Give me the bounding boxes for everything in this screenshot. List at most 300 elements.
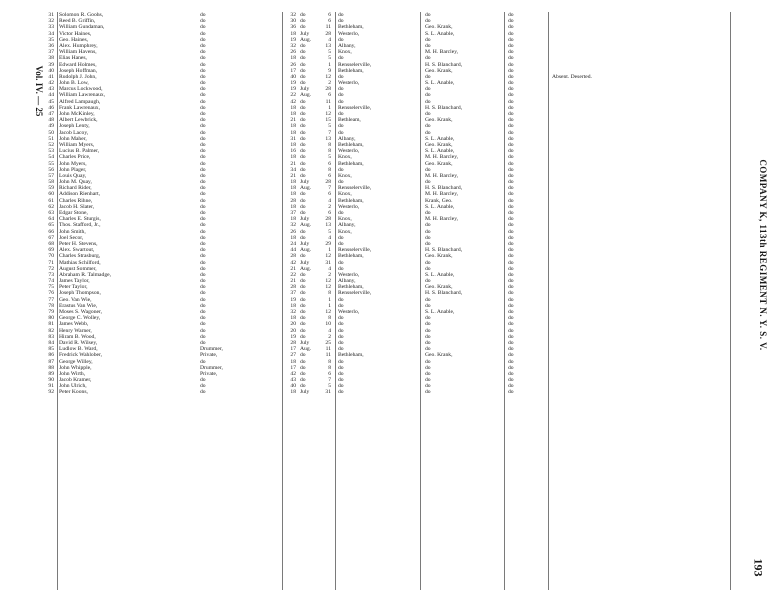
cell-place: Knox, — [338, 228, 352, 235]
cell-term: do — [508, 185, 514, 192]
cell-term: do — [508, 49, 514, 56]
cell-rank: do — [200, 49, 206, 56]
cell-num: 68 — [48, 240, 54, 247]
cell-age: 20 — [290, 327, 296, 334]
cell-term: do — [508, 271, 514, 278]
cell-name: Joseph Thompson, — [59, 290, 101, 297]
cell-name: Joseph Hoffman, — [59, 67, 98, 74]
cell-month: do — [300, 302, 306, 309]
cell-day: 12 — [325, 309, 331, 315]
cell-day: 7 — [328, 185, 331, 192]
cell-rank: do — [200, 30, 206, 37]
cell-day: 11 — [325, 346, 331, 353]
cell-age: 28 — [290, 197, 296, 204]
cell-place: do — [338, 339, 344, 346]
cell-num: 75 — [48, 284, 54, 291]
cell-term: do — [508, 179, 514, 186]
cell-age: 18 — [290, 179, 296, 186]
cell-name: Henry Warner, — [59, 327, 92, 334]
cell-age: 24 — [290, 240, 296, 247]
cell-day: 12 — [325, 73, 331, 80]
cell-name: Charles Strasburg, — [59, 253, 101, 260]
cell-day: 10 — [325, 321, 331, 328]
cell-term: do — [508, 123, 514, 130]
cell-num: 72 — [48, 265, 54, 272]
cell-day: 5 — [328, 55, 331, 62]
cell-term: do — [508, 129, 514, 136]
cell-officer: H. S. Blanchard, — [425, 290, 463, 297]
cell-rank: do — [200, 216, 206, 223]
cell-num: 87 — [48, 358, 54, 365]
cell-place: do — [338, 12, 344, 18]
cell-month: do — [300, 160, 306, 167]
cell-month: do — [300, 172, 306, 179]
cell-day: 28 — [325, 179, 331, 186]
cell-place: Albany, — [338, 222, 356, 229]
cell-term: do — [508, 290, 514, 297]
cell-num: 51 — [48, 135, 54, 142]
cell-rank: do — [200, 203, 206, 210]
cell-rank: do — [200, 86, 206, 93]
cell-name: Jacob Kramer, — [59, 377, 92, 384]
cell-month: July — [300, 216, 310, 223]
cell-place: do — [338, 327, 344, 334]
cell-month: do — [300, 370, 306, 377]
cell-month: do — [300, 49, 306, 56]
cell-month: do — [300, 210, 306, 216]
cell-month: do — [300, 18, 306, 25]
cell-day: 8 — [328, 358, 331, 365]
cell-num: 33 — [48, 24, 54, 31]
cell-place: do — [338, 98, 344, 105]
cell-term: do — [508, 346, 514, 353]
cell-num: 42 — [48, 80, 54, 87]
cell-rank: Drummer, — [200, 364, 223, 371]
cell-num: 74 — [48, 278, 54, 285]
cell-term: do — [508, 321, 514, 328]
cell-place: do — [338, 259, 344, 266]
cell-place: Westerlo, — [338, 309, 360, 315]
cell-age: 31 — [290, 135, 296, 142]
cell-num: 46 — [48, 104, 54, 111]
cell-name: James Webb, — [59, 321, 89, 328]
cell-term: do — [508, 30, 514, 37]
cell-age: 18 — [290, 315, 296, 322]
cell-age: 44 — [290, 247, 296, 254]
cell-day: 15 — [325, 117, 331, 124]
cell-age: 28 — [290, 284, 296, 291]
cell-place: do — [338, 36, 344, 43]
cell-term: do — [508, 364, 514, 371]
cell-officer: do — [425, 383, 431, 390]
cell-age: 18 — [290, 55, 296, 62]
cell-age: 18 — [290, 234, 296, 241]
cell-month: July — [300, 240, 310, 247]
cell-term: do — [508, 154, 514, 161]
cell-num: 55 — [48, 160, 54, 167]
cell-place: Bethleham, — [338, 253, 364, 260]
page-title: COMPANY K, 113th REGIMENT N. Y. S. V. — [758, 159, 768, 351]
cell-num: 86 — [48, 352, 54, 359]
cell-name: August Sommer, — [59, 265, 97, 272]
cell-num: 83 — [48, 333, 54, 340]
cell-age: 27 — [290, 352, 296, 359]
cell-name: William Lawrenaux, — [59, 92, 106, 99]
cell-rank: do — [200, 18, 206, 25]
cell-officer: Geo. Krank, — [425, 284, 453, 291]
cell-officer: do — [425, 210, 431, 216]
cell-age: 19 — [290, 296, 296, 303]
cell-rank: do — [200, 265, 206, 272]
cell-day: 28 — [325, 30, 331, 37]
cell-day: 5 — [328, 154, 331, 161]
cell-officer: do — [425, 179, 431, 186]
cell-name: Alex. Swartout, — [59, 247, 95, 254]
cell-age: 42 — [290, 370, 296, 377]
cell-officer: do — [425, 222, 431, 229]
cell-name: John Plager, — [59, 166, 87, 173]
cell-month: do — [300, 166, 306, 173]
cell-month: do — [300, 327, 306, 334]
cell-term: do — [508, 389, 514, 396]
cell-officer: do — [425, 234, 431, 241]
cell-term: do — [508, 284, 514, 291]
cell-place: do — [338, 333, 344, 340]
cell-num: 39 — [48, 61, 54, 68]
cell-month: Aug. — [300, 346, 312, 353]
cell-day: 11 — [325, 24, 331, 31]
cell-name: Charles E. Sturgis, — [59, 216, 101, 223]
cell-num: 80 — [48, 315, 54, 322]
cell-term: do — [508, 203, 514, 210]
cell-place: Bethleam, — [338, 117, 361, 124]
cell-name: Alex. Humphrey, — [59, 42, 98, 49]
cell-month: do — [300, 148, 306, 155]
cell-num: 73 — [48, 271, 54, 278]
cell-place: Bethleham, — [338, 284, 364, 291]
cell-month: do — [300, 111, 306, 117]
cell-rank: do — [200, 284, 206, 291]
cell-name: George Willey, — [59, 358, 93, 365]
cell-rank: do — [200, 383, 206, 390]
cell-rank: Drummer, — [200, 346, 223, 353]
cell-day: 5 — [328, 123, 331, 130]
cell-rank: do — [200, 36, 206, 43]
cell-num: 45 — [48, 98, 54, 105]
cell-officer: do — [425, 265, 431, 272]
cell-rank: do — [200, 191, 206, 198]
cell-age: 18 — [290, 104, 296, 111]
cell-officer: S. L. Anable, — [425, 30, 455, 37]
cell-officer: do — [425, 370, 431, 377]
cell-term: do — [508, 253, 514, 260]
cell-month: do — [300, 104, 306, 111]
cell-month: Aug. — [300, 222, 312, 229]
cell-rank: do — [200, 12, 206, 18]
cell-term: do — [508, 222, 514, 229]
cell-day: 1 — [328, 302, 331, 309]
cell-officer: do — [425, 389, 431, 396]
cell-age: 18 — [290, 111, 296, 117]
cell-num: 37 — [48, 49, 54, 56]
cell-term: do — [508, 172, 514, 179]
cell-rank: do — [200, 117, 206, 124]
cell-rank: do — [200, 259, 206, 266]
cell-day: 11 — [325, 98, 331, 105]
cell-day: 5 — [328, 49, 331, 56]
cell-name: Edgar Stone, — [59, 210, 88, 216]
cell-term: do — [508, 210, 514, 216]
cell-name: Peter Koons, — [59, 389, 88, 396]
cell-age: 32 — [290, 222, 296, 229]
cell-term: do — [508, 98, 514, 105]
cell-officer: do — [425, 12, 431, 18]
cell-place: Westerlo, — [338, 271, 360, 278]
cell-rank: do — [200, 253, 206, 260]
cell-month: do — [300, 315, 306, 322]
cell-month: do — [300, 333, 306, 340]
cell-term: do — [508, 135, 514, 142]
cell-officer: do — [425, 339, 431, 346]
cell-name: John B. Low, — [59, 80, 89, 87]
cell-month: do — [300, 271, 306, 278]
cell-num: 65 — [48, 222, 54, 229]
cell-rank: do — [200, 55, 206, 62]
cell-day: 12 — [325, 284, 331, 291]
cell-place: Albany, — [338, 278, 356, 285]
cell-num: 47 — [48, 111, 54, 117]
cell-month: do — [300, 203, 306, 210]
cell-num: 60 — [48, 191, 54, 198]
cell-officer: do — [425, 327, 431, 334]
cell-num: 52 — [48, 141, 54, 148]
cell-month: do — [300, 296, 306, 303]
cell-num: 76 — [48, 290, 54, 297]
cell-num: 50 — [48, 129, 54, 136]
cell-rank: do — [200, 111, 206, 117]
cell-age: 40 — [290, 383, 296, 390]
cell-num: 90 — [48, 377, 54, 384]
cell-day: 4 — [328, 234, 331, 241]
cell-month: do — [300, 61, 306, 68]
cell-term: do — [508, 141, 514, 148]
cell-age: 21 — [290, 172, 296, 179]
cell-term: do — [508, 333, 514, 340]
cell-name: Joel Secor, — [59, 234, 84, 241]
cell-officer: Geo. Krank, — [425, 352, 453, 359]
cell-age: 34 — [290, 166, 296, 173]
cell-rank: do — [200, 240, 206, 247]
cell-month: July — [300, 30, 310, 37]
cell-day: 2 — [328, 203, 331, 210]
cell-place: Rensselerville, — [338, 104, 372, 111]
cell-day: 2 — [328, 80, 331, 87]
cell-officer: Geo. Krank, — [425, 67, 453, 74]
cell-num: 49 — [48, 123, 54, 130]
cell-officer: H. S. Blanchard, — [425, 61, 463, 68]
cell-officer: do — [425, 259, 431, 266]
cell-num: 61 — [48, 197, 54, 204]
cell-term: do — [508, 327, 514, 334]
cell-month: Aug. — [300, 36, 312, 43]
cell-month: do — [300, 154, 306, 161]
page-number: 193 — [751, 558, 766, 577]
cell-term: do — [508, 42, 514, 49]
cell-month: do — [300, 129, 306, 136]
cell-officer: do — [425, 302, 431, 309]
cell-age: 21 — [290, 265, 296, 272]
cell-age: 32 — [290, 42, 296, 49]
cell-month: do — [300, 321, 306, 328]
cell-name: William Gundaman, — [59, 24, 105, 31]
cell-day: 6 — [328, 160, 331, 167]
cell-rank: do — [200, 197, 206, 204]
cell-officer: M. H. Barcley, — [425, 191, 459, 198]
cell-place: do — [338, 92, 344, 99]
cell-month: July — [300, 179, 310, 186]
cell-day: 5 — [328, 228, 331, 235]
cell-num: 56 — [48, 166, 54, 173]
cell-place: Knox, — [338, 172, 352, 179]
cell-rank: do — [200, 321, 206, 328]
cell-age: 30 — [290, 18, 296, 25]
cell-officer: do — [425, 315, 431, 322]
cell-day: 4 — [328, 327, 331, 334]
cell-age: 21 — [290, 160, 296, 167]
cell-term: do — [508, 73, 514, 80]
cell-name: Elias Hanes, — [59, 55, 87, 62]
cell-name: Moses S. Wagoner, — [59, 309, 103, 315]
cell-rank: do — [200, 42, 206, 49]
cell-rank: do — [200, 160, 206, 167]
cell-place: Rensselerville, — [338, 61, 372, 68]
cell-num: 69 — [48, 247, 54, 254]
cell-rank: do — [200, 24, 206, 31]
cell-term: do — [508, 247, 514, 254]
cell-rank: do — [200, 92, 206, 99]
cell-age: 28 — [290, 253, 296, 260]
cell-age: 22 — [290, 92, 296, 99]
cell-name: Lucius B. Palmer, — [59, 148, 100, 155]
cell-rank: do — [200, 228, 206, 235]
cell-name: John Maher, — [59, 135, 87, 142]
cell-month: do — [300, 234, 306, 241]
cell-term: do — [508, 80, 514, 87]
cell-term: do — [508, 278, 514, 285]
cell-month: July — [300, 86, 310, 93]
cell-age: 17 — [290, 346, 296, 353]
cell-officer: Geo. Krank, — [425, 160, 453, 167]
cell-age: 16 — [290, 148, 296, 155]
cell-officer: S. L. Anable, — [425, 148, 455, 155]
cell-place: Westerlo, — [338, 30, 360, 37]
cell-term: do — [508, 296, 514, 303]
table-row — [42, 389, 730, 395]
cell-rank: do — [200, 309, 206, 315]
cell-name: William Myers, — [59, 141, 95, 148]
cell-num: 66 — [48, 228, 54, 235]
cell-age: 19 — [290, 36, 296, 43]
cell-officer: M. H. Barcley, — [425, 216, 459, 223]
cell-name: John McKinley, — [59, 111, 95, 117]
cell-day: 2 — [328, 271, 331, 278]
cell-term: do — [508, 104, 514, 111]
cell-name: Erastus Van Wie, — [59, 302, 98, 309]
cell-month: do — [300, 358, 306, 365]
cell-place: do — [338, 321, 344, 328]
cell-term: do — [508, 259, 514, 266]
cell-officer: do — [425, 36, 431, 43]
cell-num: 88 — [48, 364, 54, 371]
cell-num: 34 — [48, 30, 54, 37]
cell-num: 35 — [48, 36, 54, 43]
cell-num: 38 — [48, 55, 54, 62]
cell-day: 12 — [325, 278, 331, 285]
cell-num: 71 — [48, 259, 54, 266]
cell-day: 6 — [328, 191, 331, 198]
cell-age: 18 — [290, 129, 296, 136]
cell-day: 6 — [328, 12, 331, 18]
cell-place: do — [338, 358, 344, 365]
cell-officer: M. H. Barcley, — [425, 49, 459, 56]
cell-place: Knox, — [338, 216, 352, 223]
cell-day: 8 — [328, 141, 331, 148]
cell-officer: do — [425, 358, 431, 365]
cell-term: do — [508, 265, 514, 272]
cell-age: 18 — [290, 203, 296, 210]
cell-day: 11 — [325, 352, 331, 359]
cell-age: 42 — [290, 98, 296, 105]
cell-officer: S. L. Anable, — [425, 309, 455, 315]
cell-age: 21 — [290, 278, 296, 285]
cell-place: do — [338, 315, 344, 322]
cell-month: do — [300, 278, 306, 285]
cell-rank: do — [200, 358, 206, 365]
cell-day: 8 — [328, 166, 331, 173]
cell-place: do — [338, 234, 344, 241]
cell-rank: Private, — [200, 352, 218, 359]
cell-officer: S. L. Anable, — [425, 80, 455, 87]
cell-name: Albert Lewbrick, — [59, 117, 98, 124]
cell-place: Bethleham, — [338, 352, 364, 359]
cell-month: do — [300, 228, 306, 235]
cell-name: Hiram B. Wood, — [59, 333, 96, 340]
cell-term: do — [508, 86, 514, 93]
cell-month: do — [300, 80, 306, 87]
cell-month: do — [300, 191, 306, 198]
cell-officer: do — [425, 278, 431, 285]
cell-rank: do — [200, 179, 206, 186]
cell-rank: do — [200, 67, 206, 74]
cell-day: 1 — [328, 104, 331, 111]
cell-rank: do — [200, 296, 206, 303]
cell-num: 41 — [48, 73, 54, 80]
cell-num: 63 — [48, 210, 54, 216]
cell-place: Bethleham, — [338, 24, 364, 31]
cell-num: 53 — [48, 148, 54, 155]
cell-num: 54 — [48, 154, 54, 161]
cell-name: George C. Wolley, — [59, 315, 101, 322]
cell-place: do — [338, 55, 344, 62]
cell-officer: do — [425, 364, 431, 371]
cell-rank: do — [200, 302, 206, 309]
cell-rank: do — [200, 148, 206, 155]
cell-month: do — [300, 141, 306, 148]
cell-name: John M. Quay, — [59, 179, 92, 186]
cell-rank: do — [200, 222, 206, 229]
cell-day: 2 — [328, 333, 331, 340]
cell-name: Victor Haines, — [59, 30, 92, 37]
